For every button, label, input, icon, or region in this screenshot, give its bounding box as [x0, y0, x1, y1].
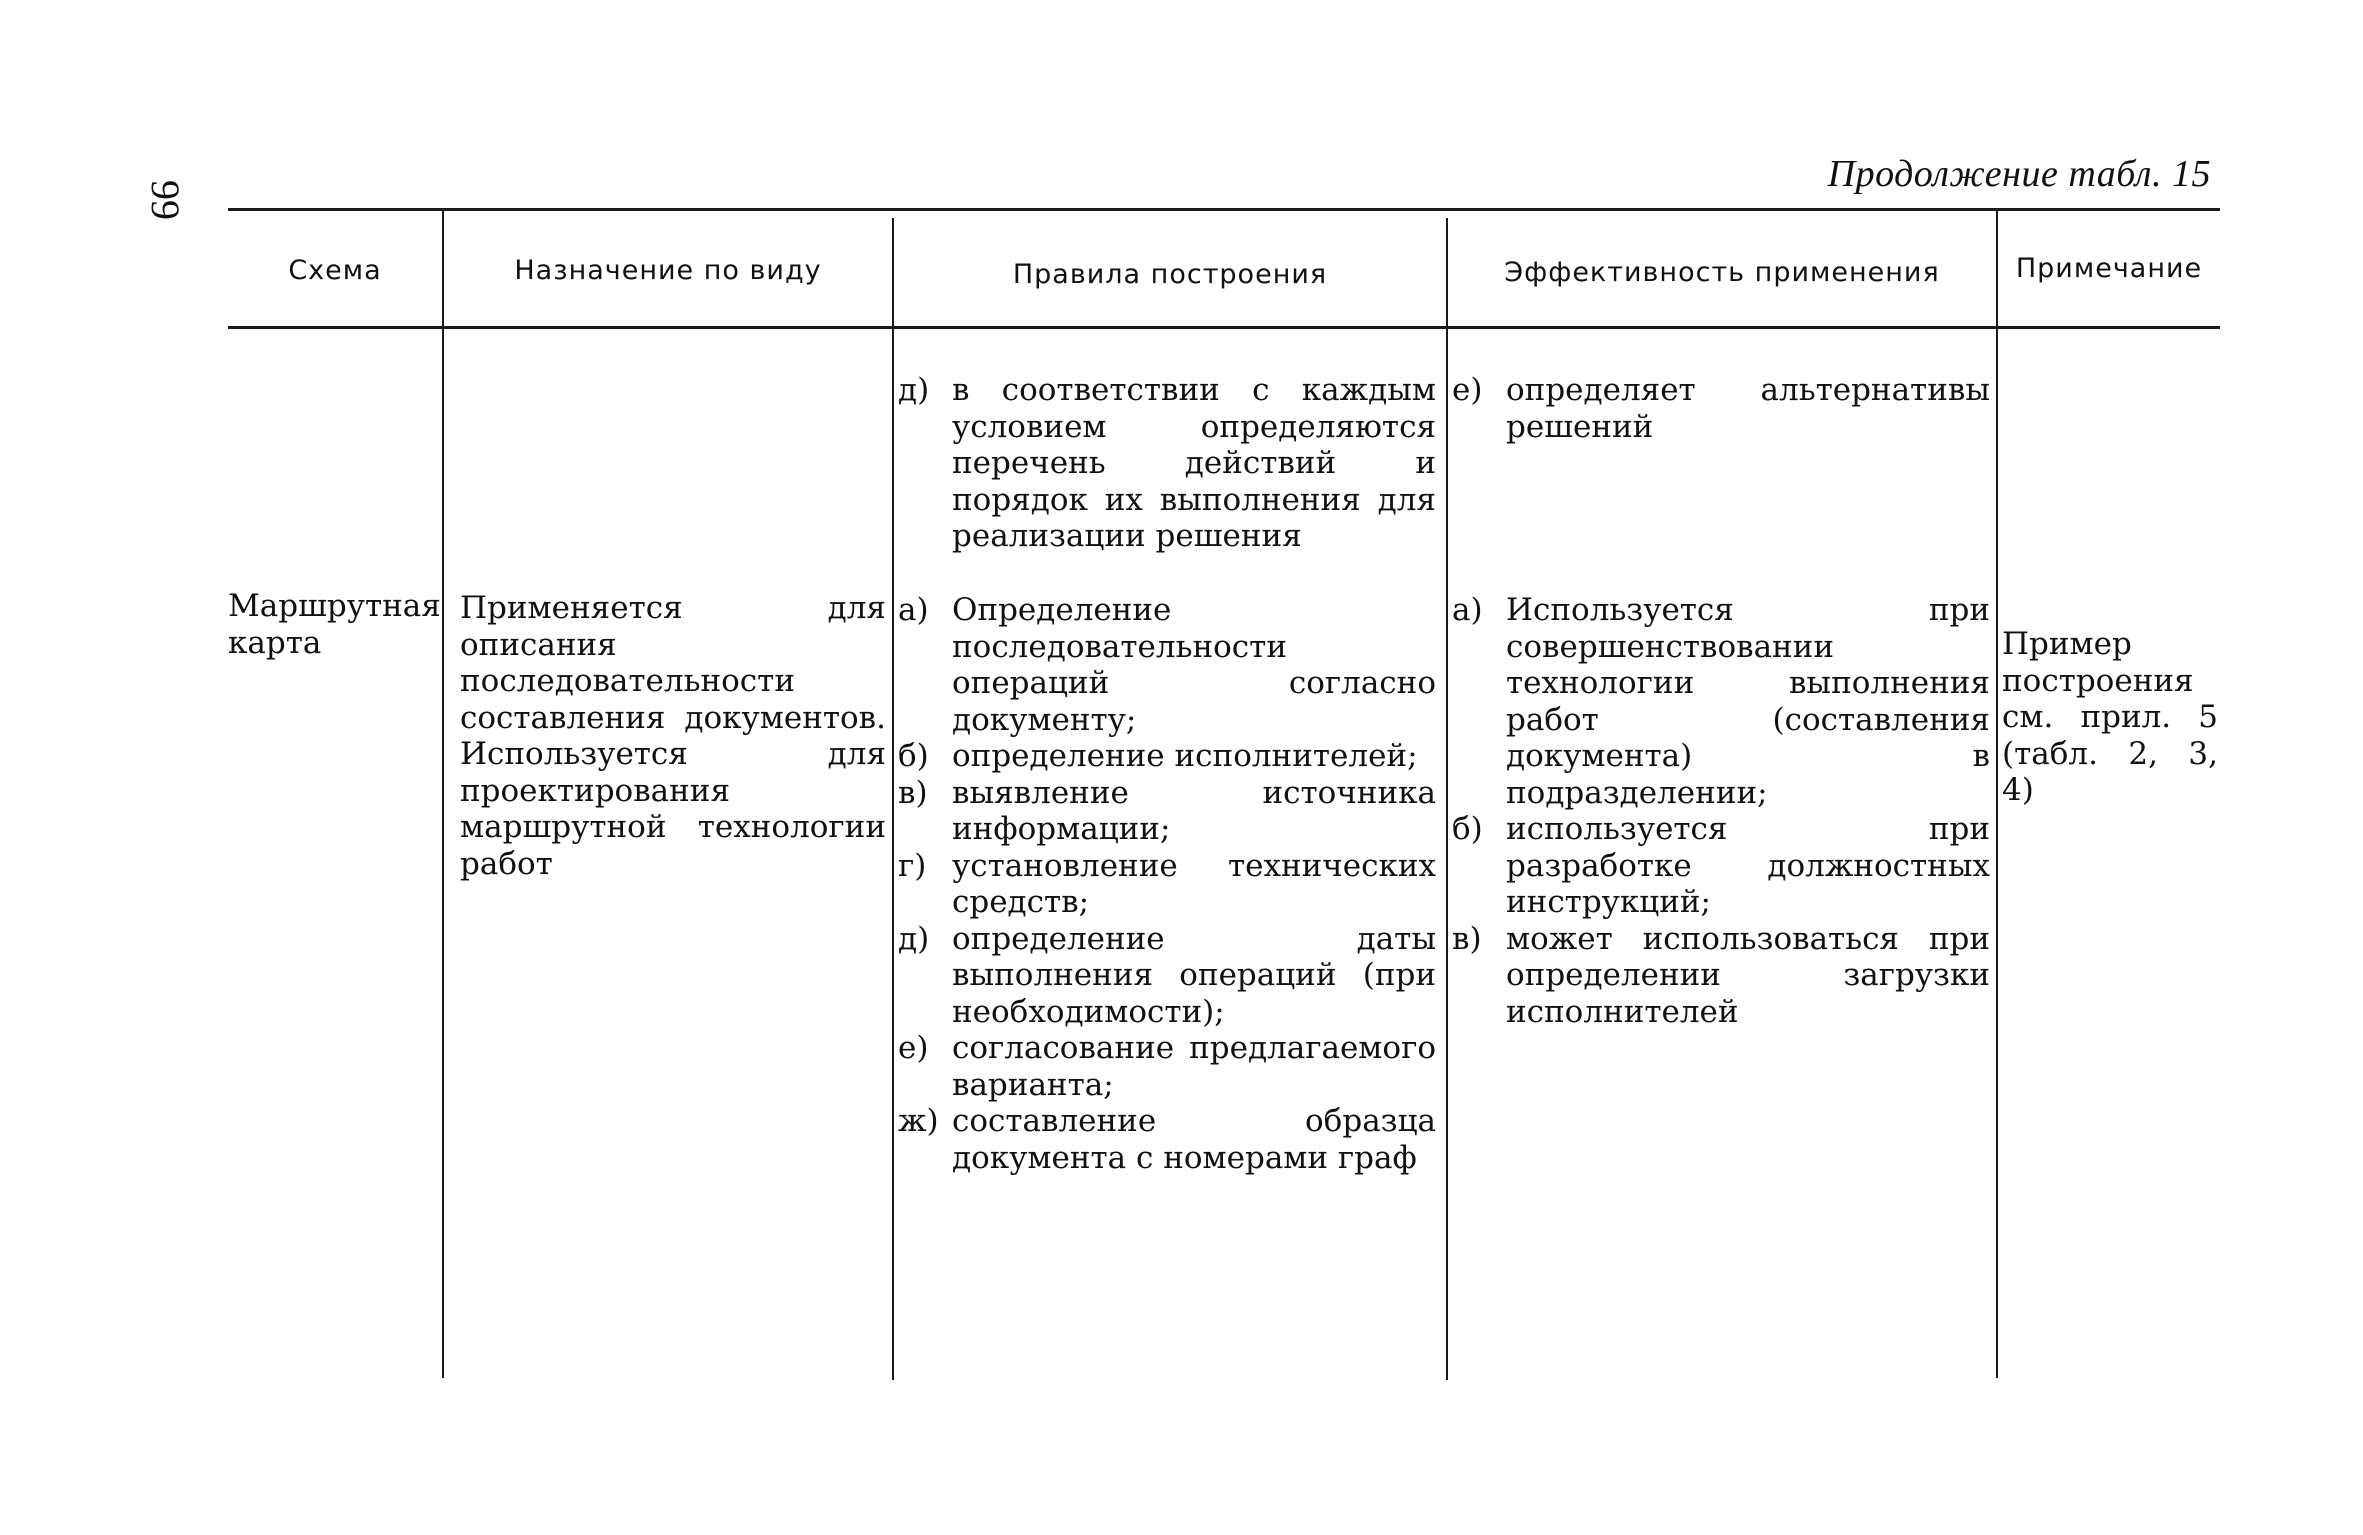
note-cell: Пример построения см. прил. 5 (табл. 2, 3, 4) [2002, 626, 2218, 808]
list-marker: б) [898, 738, 929, 774]
header-purpose: Назначение по виду [514, 255, 822, 286]
list-marker: д) [898, 920, 930, 957]
list-item-text: Определение последовательности операций согласно документу; [952, 592, 1436, 738]
list-item-text: Используется при совершенствовании технологии выполнения работ (составления документа) в подразделении; [1506, 592, 1990, 811]
table-top-rule [228, 208, 2220, 211]
column-divider-4 [1996, 210, 1998, 1378]
list-item-text: определяет альтернативы решений [1506, 372, 1990, 445]
list-marker: в) [1452, 920, 1482, 957]
column-divider-1 [442, 208, 444, 1378]
list-marker: ж) [898, 1103, 939, 1139]
list-item [898, 1030, 1436, 1103]
list-item [1452, 921, 1990, 1031]
list-marker: в) [898, 774, 928, 811]
list-item-text: составление образца документа с номерами граф [952, 1103, 1436, 1176]
list-item [1452, 372, 1990, 445]
list-item-text: используется при разработке должностных инструкций; [1506, 811, 1990, 920]
rules-list [898, 592, 1436, 1176]
list-item [898, 372, 1436, 555]
list-marker: а) [898, 592, 929, 628]
list-marker: г) [898, 847, 927, 884]
list-item [898, 592, 1436, 738]
list-item-text: выявление источника информации; [952, 774, 1436, 847]
list-item [898, 921, 1436, 1031]
list-item [898, 738, 1436, 775]
list-item-text: определение исполнителей; [952, 738, 1418, 774]
list-marker: е) [1452, 372, 1483, 408]
header-effectiveness: Эффективность применения [1504, 257, 1940, 288]
list-marker: а) [1452, 592, 1483, 628]
list-item [898, 848, 1436, 921]
header-rules: Правила построения [1012, 259, 1328, 290]
list-item [898, 1103, 1436, 1176]
list-marker: д) [898, 372, 930, 408]
header-scheme: Схема [288, 255, 382, 286]
list-item-text: в соответствии с каждым условием определяются перечень действий и порядок их выполнения для реализации решения [952, 372, 1436, 554]
scheme-name-cell: Маршрутная карта [228, 588, 441, 661]
list-item [1452, 811, 1990, 921]
list-item-text: определение даты выполнения операций (при необходимости); [952, 920, 1436, 1030]
carryover-rules-cell [898, 372, 1436, 555]
header-bottom-rule [228, 326, 2220, 329]
column-divider-3 [1446, 218, 1448, 1380]
list-marker: б) [1452, 811, 1483, 847]
page-number: 99 [143, 180, 188, 220]
list-item [898, 775, 1436, 848]
carryover-effectiveness-cell [1452, 372, 1990, 445]
table-continuation-caption: Продолжение табл. 15 [1827, 153, 2211, 195]
list-item-text: согласование предлагаемого варианта; [952, 1030, 1436, 1103]
effectiveness-list [1452, 592, 1990, 1030]
column-divider-2 [892, 218, 894, 1380]
list-item-text: установление технических средств; [952, 847, 1436, 920]
list-item [1452, 592, 1990, 811]
purpose-cell: Применяется для описания последовательности составления документов. Используется для проектирования маршрутной технологии работ [460, 590, 886, 882]
header-note: Примечание [2015, 253, 2203, 284]
list-item-text: может использоваться при определении загрузки исполнителей [1506, 920, 1990, 1030]
list-marker: е) [898, 1030, 929, 1066]
